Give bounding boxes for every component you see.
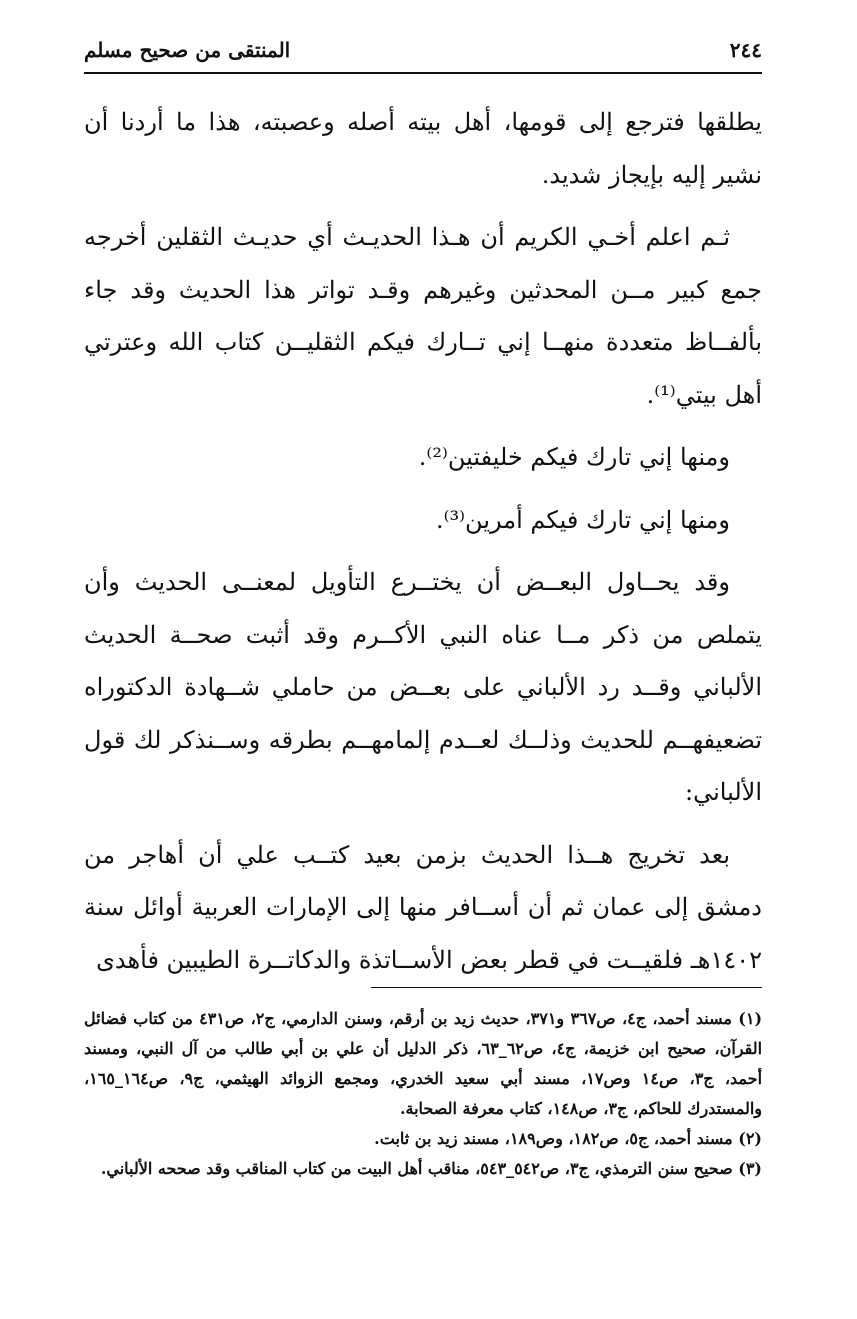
footnote-separator <box>371 987 762 988</box>
footnote: (٣) صحيح سنن الترمذي، ج٣، ص٥٤٢_٥٤٣، مناقب أهل البيت من كتاب المناقب وقد صححه الألباني. <box>100 1159 762 1178</box>
page-header <box>84 30 762 70</box>
paragraph: وقد يحــاول البعــض أن يختــرع التأويل لمعنــى الحديث وأن يتملص من ذكر مــا عناه النبي الأكــرم وقد أثبت صحــة الحديث الألباني وقــد رد الألباني على بعــض من حاملي شــهادة الدكتوراه تضعيفهــم للحديث وذلــك لعــدم إلمامهــم بطرقه وســنذكر لك قول الألباني: <box>84 568 762 806</box>
paragraph: بعد تخريج هــذا الحديث بزمن بعيد كتــب علي أن أهاجر من دمشق إلى عمان ثم أن أســافر منها إلى الإمارات العربية أوائل سنة ١٤٠٢هـ فلقيــت في قطر بعض الأســاتذة والدكاتــرة الطيبين فأهدى <box>84 840 762 974</box>
paragraph: ثـم اعلم أخـي الكريم أن هـذا الحديـث أي حديـث الثقلين أخرجه جمع كبير مــن المحدثين وغيرهم وقـد تواتر هذا الحديث وقد جاء بألفــاظ متعددة منهــا إني تــارك فيكم الثقليــن كتاب الله وعترتي أهل بيتي⁽¹⁾. <box>84 223 762 409</box>
running-title: المنتقى من صحيح مسلم <box>84 38 291 62</box>
footnote: (١) مسند أحمد، ج٤، ص٣٦٧ و٣٧١، حديث زيد بن أرقم، وسنن الدارمي، ج٢، ص٤٣١ من كتاب فضائل القرآن، صحيح ابن خزيمة، ج٤، ص٦٢_٦٣، ذكر الدليل أن علي بن أبي طالب من آل النبي، ومسند أحمد، ج٣، ص١٤ وص١٧، مسند أبي سعيد الخدري، ومجمع الزوائد الهيثمي، ج٩، ص١٦٤_١٦٥، والمستدرك للحاكم، ج٣، ص١٤٨، كتاب معرفة الصحابة. <box>84 1009 763 1118</box>
footnotes <box>84 1004 762 1184</box>
page-number: ٢٤٤ <box>729 38 762 62</box>
header-rule <box>84 72 762 74</box>
paragraph: ومنها إني تارك فيكم خليفتين⁽²⁾. <box>418 443 730 471</box>
main-text <box>84 96 762 996</box>
footnote: (٢) مسند أحمد، ج٥، ص١٨٢، وص١٨٩، مسند زيد بن ثابت. <box>374 1129 762 1148</box>
paragraph: يطلقها فترجع إلى قومها، أهل بيته أصله وعصبته، هذا ما أردنا أن نشير إليه بإيجاز شديد. <box>84 108 762 189</box>
paragraph: ومنها إني تارك فيكم أمرين⁽³⁾. <box>436 505 730 534</box>
